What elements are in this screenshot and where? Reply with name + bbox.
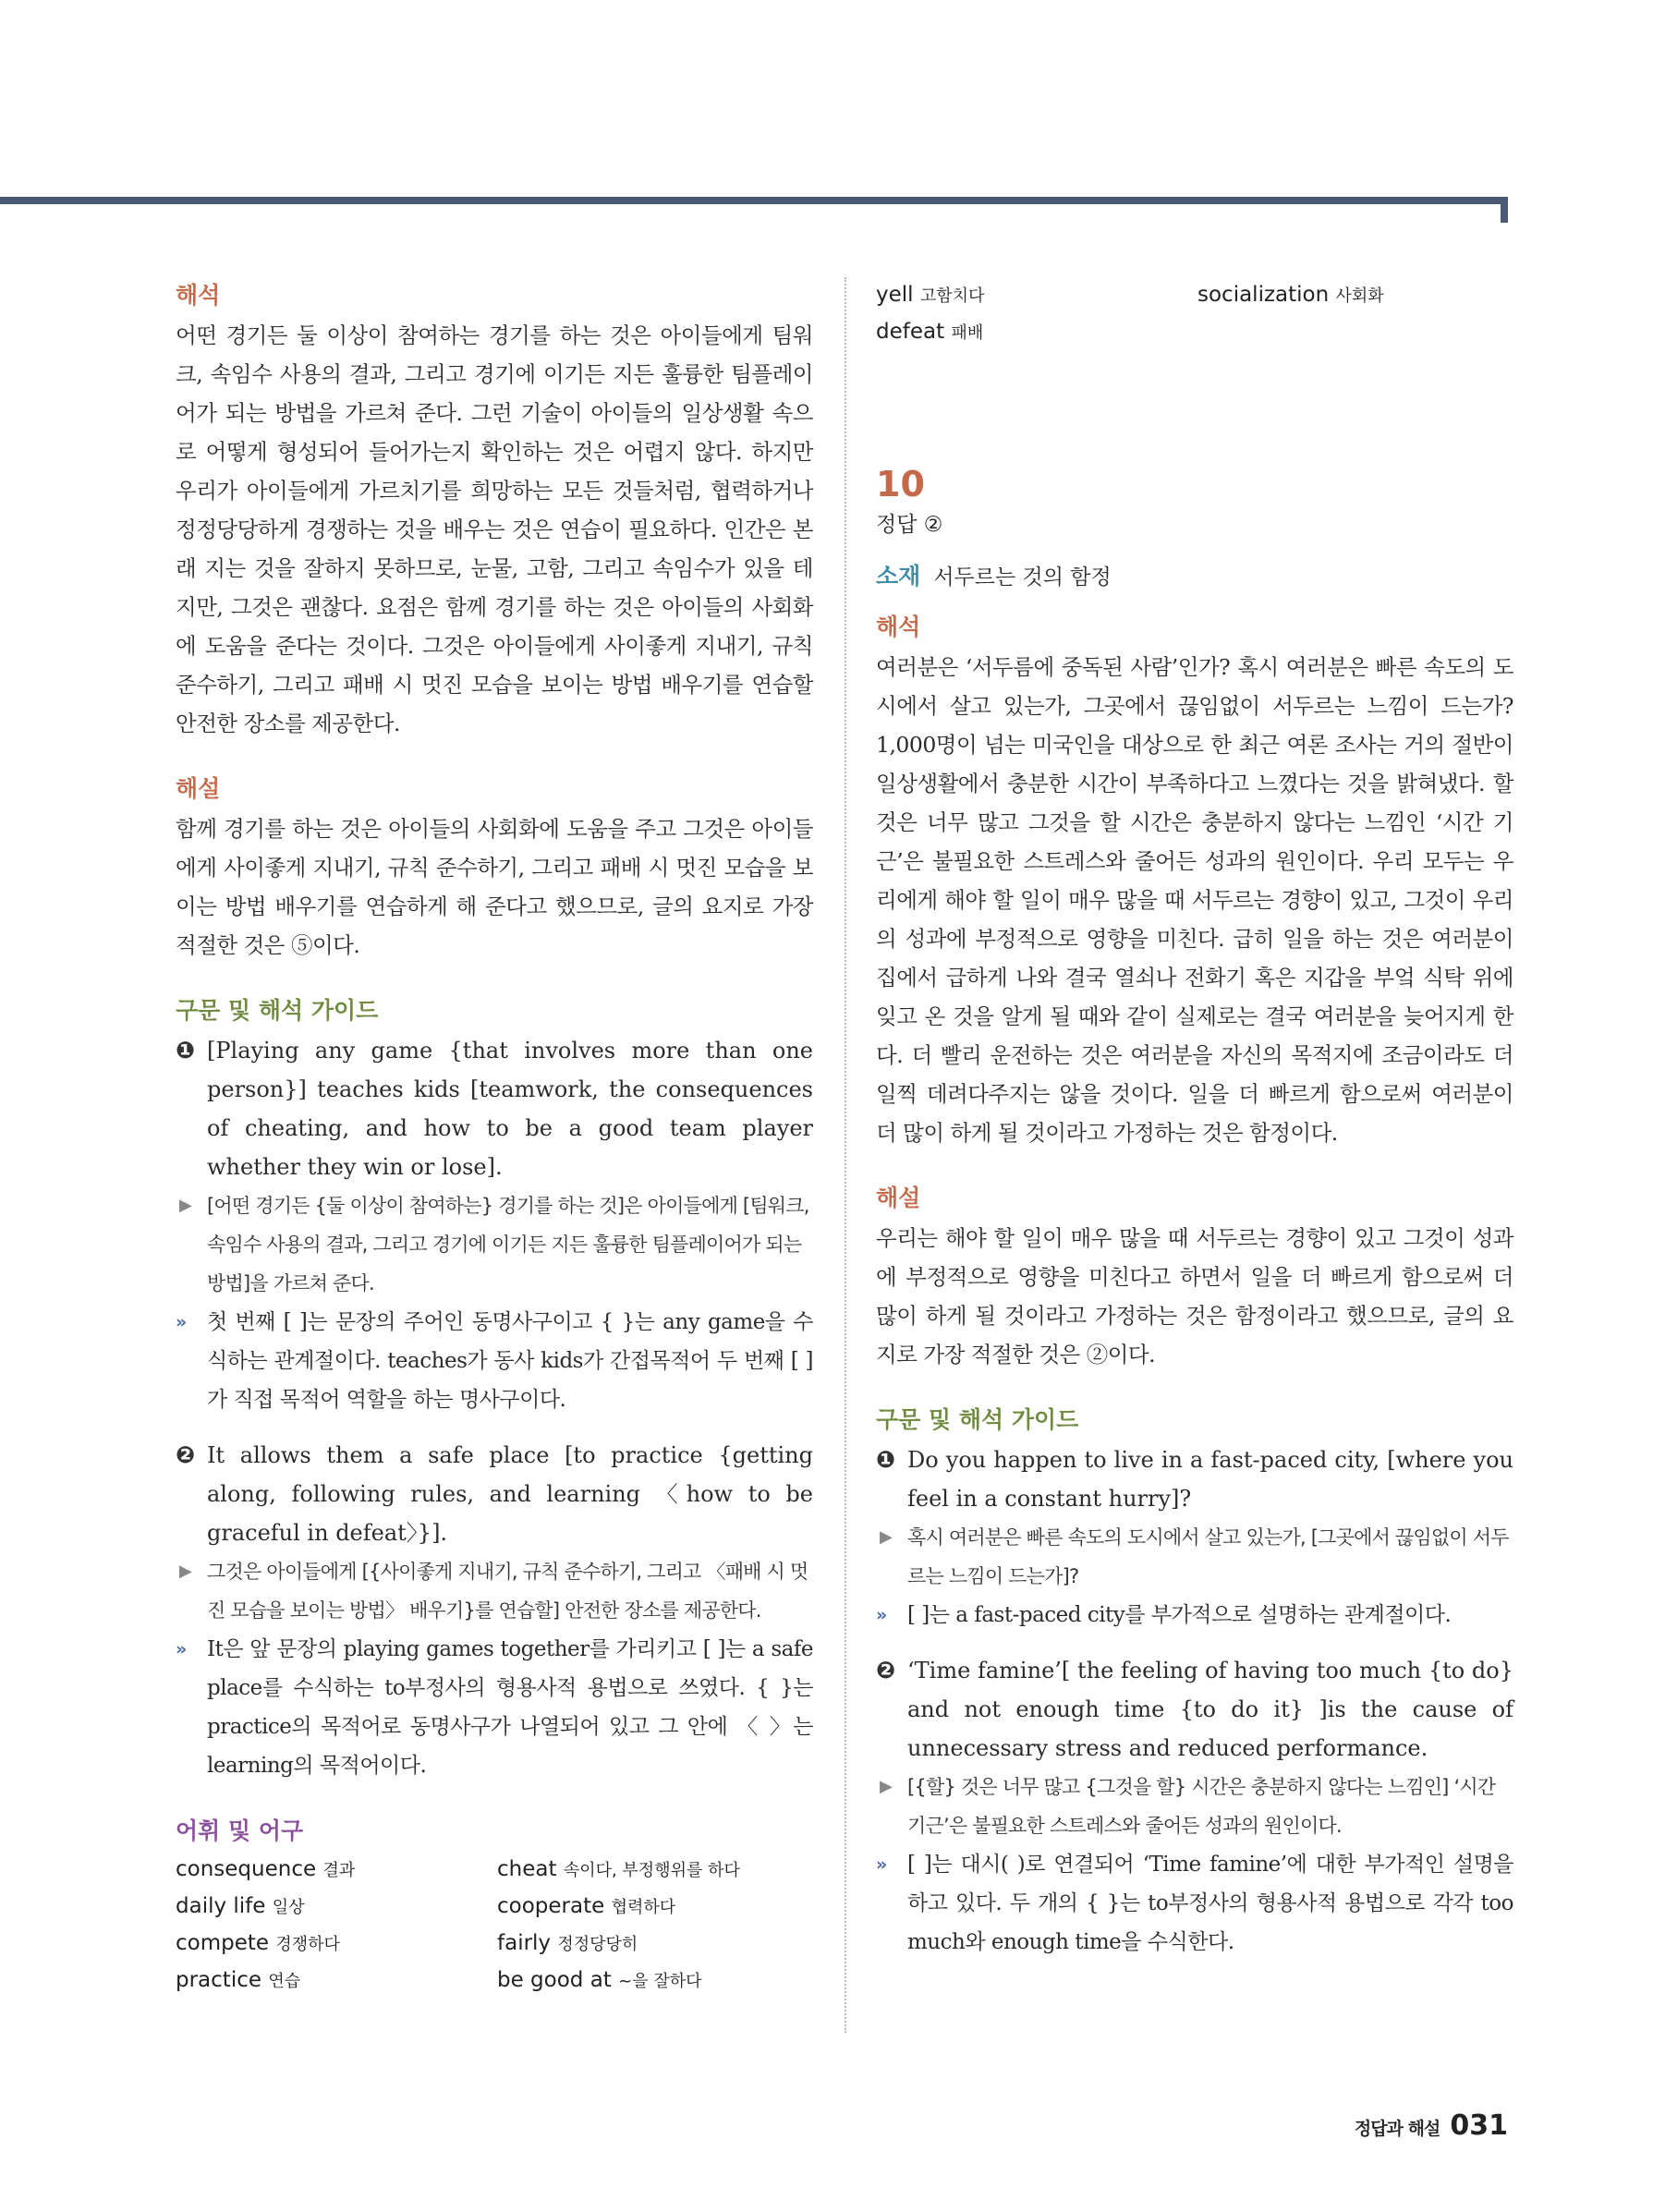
sentence-text: It allows them a safe place [to practice {getting along, following rules, and learning 〈how to be graceful in defeat〉}]. [207,1442,813,1546]
sentence-item [176,1031,813,1186]
vocab-list [176,1852,813,1999]
sentence-note [176,1303,813,1419]
translation-paragraph: 여러분은 ‘서두름에 중독된 사람’인가? 혹시 여러분은 빠른 속도의 도시에서 살고 있는가, 그곳에서 끊임없이 서두르는 느낌이 드는가? 1,000명이 넘는 미국인을 대상으로 한 최근 여론 조사는 거의 절반이 일상생활에서 충분한 시간이 부족하다고 느꼈다는 것을 밝혀냈다. 할 것은 너무 많고 그것을 할 시간은 충분하지 않다는 느낌인 ‘시간 기근’은 불필요한 스트레스와 줄어든 성과의 원인이다. 우리 모두는 우리에게 해야 할 일이 매우 많을 때 서두르는 경향이 있고, 그것이 우리의 성과에 부정적으로 영향을 미친다. 급히 일을 하는 것은 여러분이 집에서 급하게 나와 결국 열쇠나 전화기 혹은 지갑을 부엌 식탁 위에 잊고 온 것을 알게 될 때와 같이 실제로는 결국 여러분을 늦어지게 한다. 더 빨리 운전하는 것은 여러분을 자신의 목적지에 조금이라도 더 일찍 데려다주지는 않을 것이다. 일을 더 빠르게 함으로써 여러분이 더 많이 하게 될 것이라고 가정하는 것은 함정이다. [876,654,1513,1146]
explanation-paragraph: 함께 경기를 하는 것은 아이들의 사회화에 도움을 주고 그것은 아이들에게 사이좋게 지내기, 규칙 준수하기, 그리고 패배 시 멋진 모습을 보이는 방법 배우기를 연습하게 해 준다고 했으므로, 글의 요지로 가장 적절한 것은 ⑤이다. [176,816,813,958]
sentence-translation [176,1186,813,1303]
double-chevron-icon: » [176,1639,188,1659]
sentence-item [876,1440,1513,1518]
right-column [876,277,1513,1962]
sentence-item [876,1651,1513,1768]
vocab-item: practice 연습 [176,1968,301,1992]
vocab-item: socialization 사회화 [1197,283,1384,307]
top-rule [0,197,1508,204]
vocab-item: cooperate 협력하다 [497,1894,676,1918]
sentence-text: Do you happen to live in a fast-paced city, [where you feel in a constant hurry]? [907,1447,1513,1512]
note-text: [ ]는 대시( )로 연결되어 ‘Time famine’에 대한 부가적인 설명을 하고 있다. 두 개의 { }는 to부정사의 형용사적 용법으로 각각 too much와 enough time을 수식한다. [907,1853,1513,1954]
vocab-item: cheat 속이다, 부정행위를 하다 [497,1857,740,1881]
sentence-note [876,1845,1513,1962]
section-heading-haeseol: 해설 [176,775,221,802]
vocab-item: compete 경쟁하다 [176,1931,340,1955]
translation-text: [어떤 경기든 {둘 이상이 참여하는} 경기를 하는 것]은 아이들에게 [팀워크, 속임수 사용의 결과, 그리고 경기에 이기든 지든 훌륭한 팀플레이어가 되는 방법]을 가르쳐 준다. [207,1195,809,1294]
vocab-item [1197,314,1513,351]
translation-text: 혹시 여러분은 빠른 속도의 도시에서 살고 있는가, [그곳에서 끊임없이 서두르는 느낌이 드는가]? [907,1526,1509,1587]
section-heading-vocab: 어휘 및 어구 [176,1817,304,1844]
sentence-note [876,1596,1513,1635]
note-text: 첫 번째 [ ]는 문장의 주어인 동명사구이고 { }는 any game을 수식하는 관계절이다. teaches가 동사 kids가 간접목적어 두 번째 [ ]가 직접 목적어 역할을 하는 명사구이다. [207,1310,813,1412]
vocab-list-continued [876,277,1513,351]
section-heading-guide: 구문 및 해석 가이드 [176,997,379,1024]
sentence-note [176,1630,813,1785]
topic-label: 소재 [876,563,921,589]
footer-label: 정답과 해설 [1354,2119,1440,2139]
vocab-item: fairly 정정당당히 [497,1931,638,1955]
left-column [176,277,813,1999]
sentence-item [176,1436,813,1552]
column-divider [845,277,846,2033]
double-chevron-icon: » [876,1854,888,1875]
top-rule-tick [1501,197,1508,223]
triangle-icon: ▶ [880,1777,893,1796]
vocab-item: be good at ~을 잘하다 [497,1968,702,1992]
page-footer [1355,2109,1508,2142]
section-heading-guide: 구문 및 해석 가이드 [876,1406,1079,1433]
sentence-number: ❷ [876,1657,896,1683]
triangle-icon: ▶ [880,1527,893,1547]
section-heading-haeseol: 해설 [876,1185,921,1211]
vocab-item: daily life 일상 [176,1894,305,1918]
section-heading-haeseok: 해석 [176,282,221,309]
topic-line [876,558,1513,596]
double-chevron-icon: » [876,1605,888,1625]
vocab-item: consequence 결과 [176,1857,356,1881]
sentence-number: ❶ [176,1037,196,1063]
double-chevron-icon: » [176,1312,188,1332]
translation-text: [{할} 것은 너무 많고 {그것을 할} 시간은 충분하지 않다는 느낌인] ‘시간 기근’은 불필요한 스트레스와 줄어든 성과의 원인이다. [907,1776,1496,1837]
section-heading-haeseok: 해석 [876,614,921,640]
answer-line: 정답 ② [876,513,943,537]
triangle-icon: ▶ [179,1196,192,1215]
sentence-number: ❶ [876,1446,896,1473]
vocab-item: yell 고함치다 [876,283,985,307]
translation-paragraph: 어떤 경기든 둘 이상이 참여하는 경기를 하는 것은 아이들에게 팀워크, 속임수 사용의 결과, 그리고 경기에 이기든 지든 훌륭한 팀플레이어가 되는 방법을 가르쳐 준다. 그런 기술이 아이들의 일상생활 속으로 어떻게 형성되어 들어가는지 확인하는 것은 어렵지 않다. 하지만 우리가 아이들에게 가르치기를 희망하는 모든 것들처럼, 협력하거나 정정당당하게 경쟁하는 것을 배우는 것은 연습이 필요하다. 인간은 본래 지는 것을 잘하지 못하므로, 눈물, 고함, 그리고 속임수가 있을 테지만, 그것은 괜찮다. 요점은 함께 경기를 하는 것은 아이들의 사회화에 도움을 준다는 것이다. 그것은 아이들에게 사이좋게 지내기, 규칙 준수하기, 그리고 패배 시 멋진 모습을 보이는 방법 배우기를 연습할 안전한 장소를 제공한다. [176,322,813,736]
sentence-translation [876,1518,1513,1596]
question-number: 10 [876,464,925,504]
sentence-translation [176,1552,813,1630]
note-text: [ ]는 a fast-paced city를 부가적으로 설명하는 관계절이다. [907,1603,1452,1627]
note-text: It은 앞 문장의 playing games together를 가리키고 [ ]는 a safe place를 수식하는 to부정사의 형용사적 용법으로 쓰였다. { }는 practice의 목적어로 동명사구가 나열되어 있고 그 안에 〈 〉는 learning의 목적어이다. [207,1637,813,1778]
vocab-item: defeat 패배 [876,320,984,344]
topic-text: 서두르는 것의 함정 [933,565,1112,589]
sentence-number: ❷ [176,1441,196,1468]
sentence-translation [876,1768,1513,1845]
explanation-paragraph: 우리는 해야 할 일이 매우 많을 때 서두르는 경향이 있고 그것이 성과에 부정적으로 영향을 미친다고 하면서 일을 더 빠르게 함으로써 더 많이 하게 될 것이라고 가정하는 것은 함정이라고 했으므로, 글의 요지로 가장 적절한 것은 ②이다. [876,1225,1513,1367]
triangle-icon: ▶ [179,1562,192,1581]
sentence-text: ‘Time famine’[ the feeling of having too much {to do} and not enough time {to do it} ]is the cause of unnecessary stress and reduced performance. [907,1658,1513,1761]
page-number: 031 [1450,2109,1508,2142]
sentence-text: [Playing any game {that involves more than one person}] teaches kids [teamwork, the consequences of cheating, and how to be a good team player whether they win or lose]. [207,1038,813,1180]
translation-text: 그것은 아이들에게 [{사이좋게 지내기, 규칙 준수하기, 그리고 〈패배 시 멋진 모습을 보이는 방법〉 배우기}를 연습할] 안전한 장소를 제공한다. [207,1561,808,1622]
